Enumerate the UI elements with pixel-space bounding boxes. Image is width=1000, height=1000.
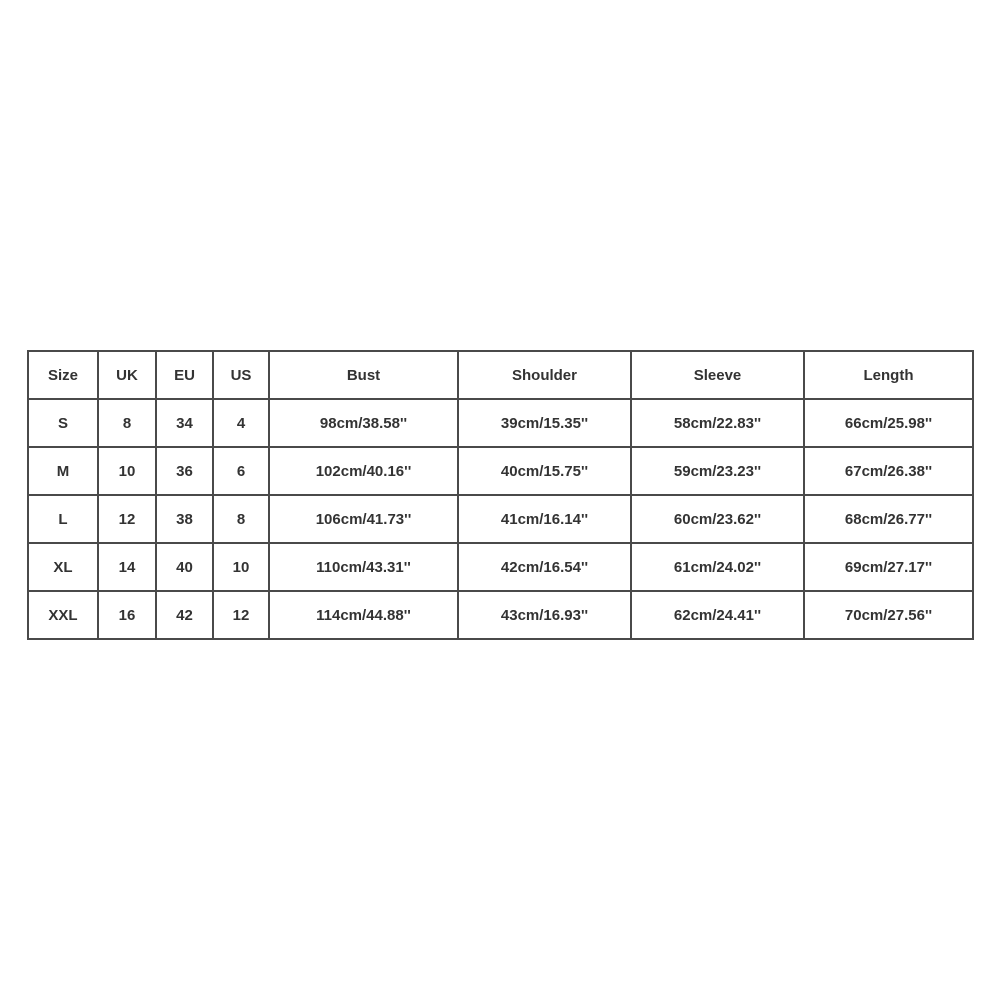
table-cell: 42cm/16.54'': [458, 543, 631, 591]
table-cell: 41cm/16.14'': [458, 495, 631, 543]
table-cell: 10: [98, 447, 156, 495]
table-cell: 58cm/22.83'': [631, 399, 804, 447]
table-body: [28, 399, 973, 639]
table-cell: 40cm/15.75'': [458, 447, 631, 495]
table-cell: 98cm/38.58'': [269, 399, 458, 447]
table-cell: 66cm/25.98'': [804, 399, 973, 447]
table-cell: 62cm/24.41'': [631, 591, 804, 639]
table-cell: 38: [156, 495, 213, 543]
header-row: [28, 351, 973, 399]
table-cell: 6: [213, 447, 269, 495]
table-cell: 12: [98, 495, 156, 543]
table-row: [28, 399, 973, 447]
table-row: [28, 495, 973, 543]
table-cell: S: [28, 399, 98, 447]
table-cell: 12: [213, 591, 269, 639]
table-cell: 40: [156, 543, 213, 591]
table-cell: L: [28, 495, 98, 543]
table-cell: M: [28, 447, 98, 495]
table-cell: 10: [213, 543, 269, 591]
table-row: [28, 447, 973, 495]
header-cell: UK: [98, 351, 156, 399]
table-cell: 14: [98, 543, 156, 591]
size-chart-table: [27, 350, 974, 640]
header-cell: US: [213, 351, 269, 399]
table-cell: XXL: [28, 591, 98, 639]
table-cell: 106cm/41.73'': [269, 495, 458, 543]
table-cell: 68cm/26.77'': [804, 495, 973, 543]
table-cell: 36: [156, 447, 213, 495]
table-cell: 34: [156, 399, 213, 447]
table-cell: 67cm/26.38'': [804, 447, 973, 495]
header-cell: EU: [156, 351, 213, 399]
table-cell: 102cm/40.16'': [269, 447, 458, 495]
table-cell: 69cm/27.17'': [804, 543, 973, 591]
table-cell: 16: [98, 591, 156, 639]
table-row: [28, 591, 973, 639]
table-cell: 4: [213, 399, 269, 447]
table-cell: 8: [98, 399, 156, 447]
table-cell: XL: [28, 543, 98, 591]
table-cell: 43cm/16.93'': [458, 591, 631, 639]
header-cell: Size: [28, 351, 98, 399]
table-cell: 61cm/24.02'': [631, 543, 804, 591]
table-cell: 59cm/23.23'': [631, 447, 804, 495]
table-cell: 42: [156, 591, 213, 639]
table-cell: 114cm/44.88'': [269, 591, 458, 639]
table-cell: 60cm/23.62'': [631, 495, 804, 543]
table-cell: 39cm/15.35'': [458, 399, 631, 447]
header-cell: Bust: [269, 351, 458, 399]
table-cell: 70cm/27.56'': [804, 591, 973, 639]
header-cell: Length: [804, 351, 973, 399]
table-row: [28, 543, 973, 591]
header-cell: Shoulder: [458, 351, 631, 399]
header-cell: Sleeve: [631, 351, 804, 399]
table-cell: 110cm/43.31'': [269, 543, 458, 591]
table-cell: 8: [213, 495, 269, 543]
